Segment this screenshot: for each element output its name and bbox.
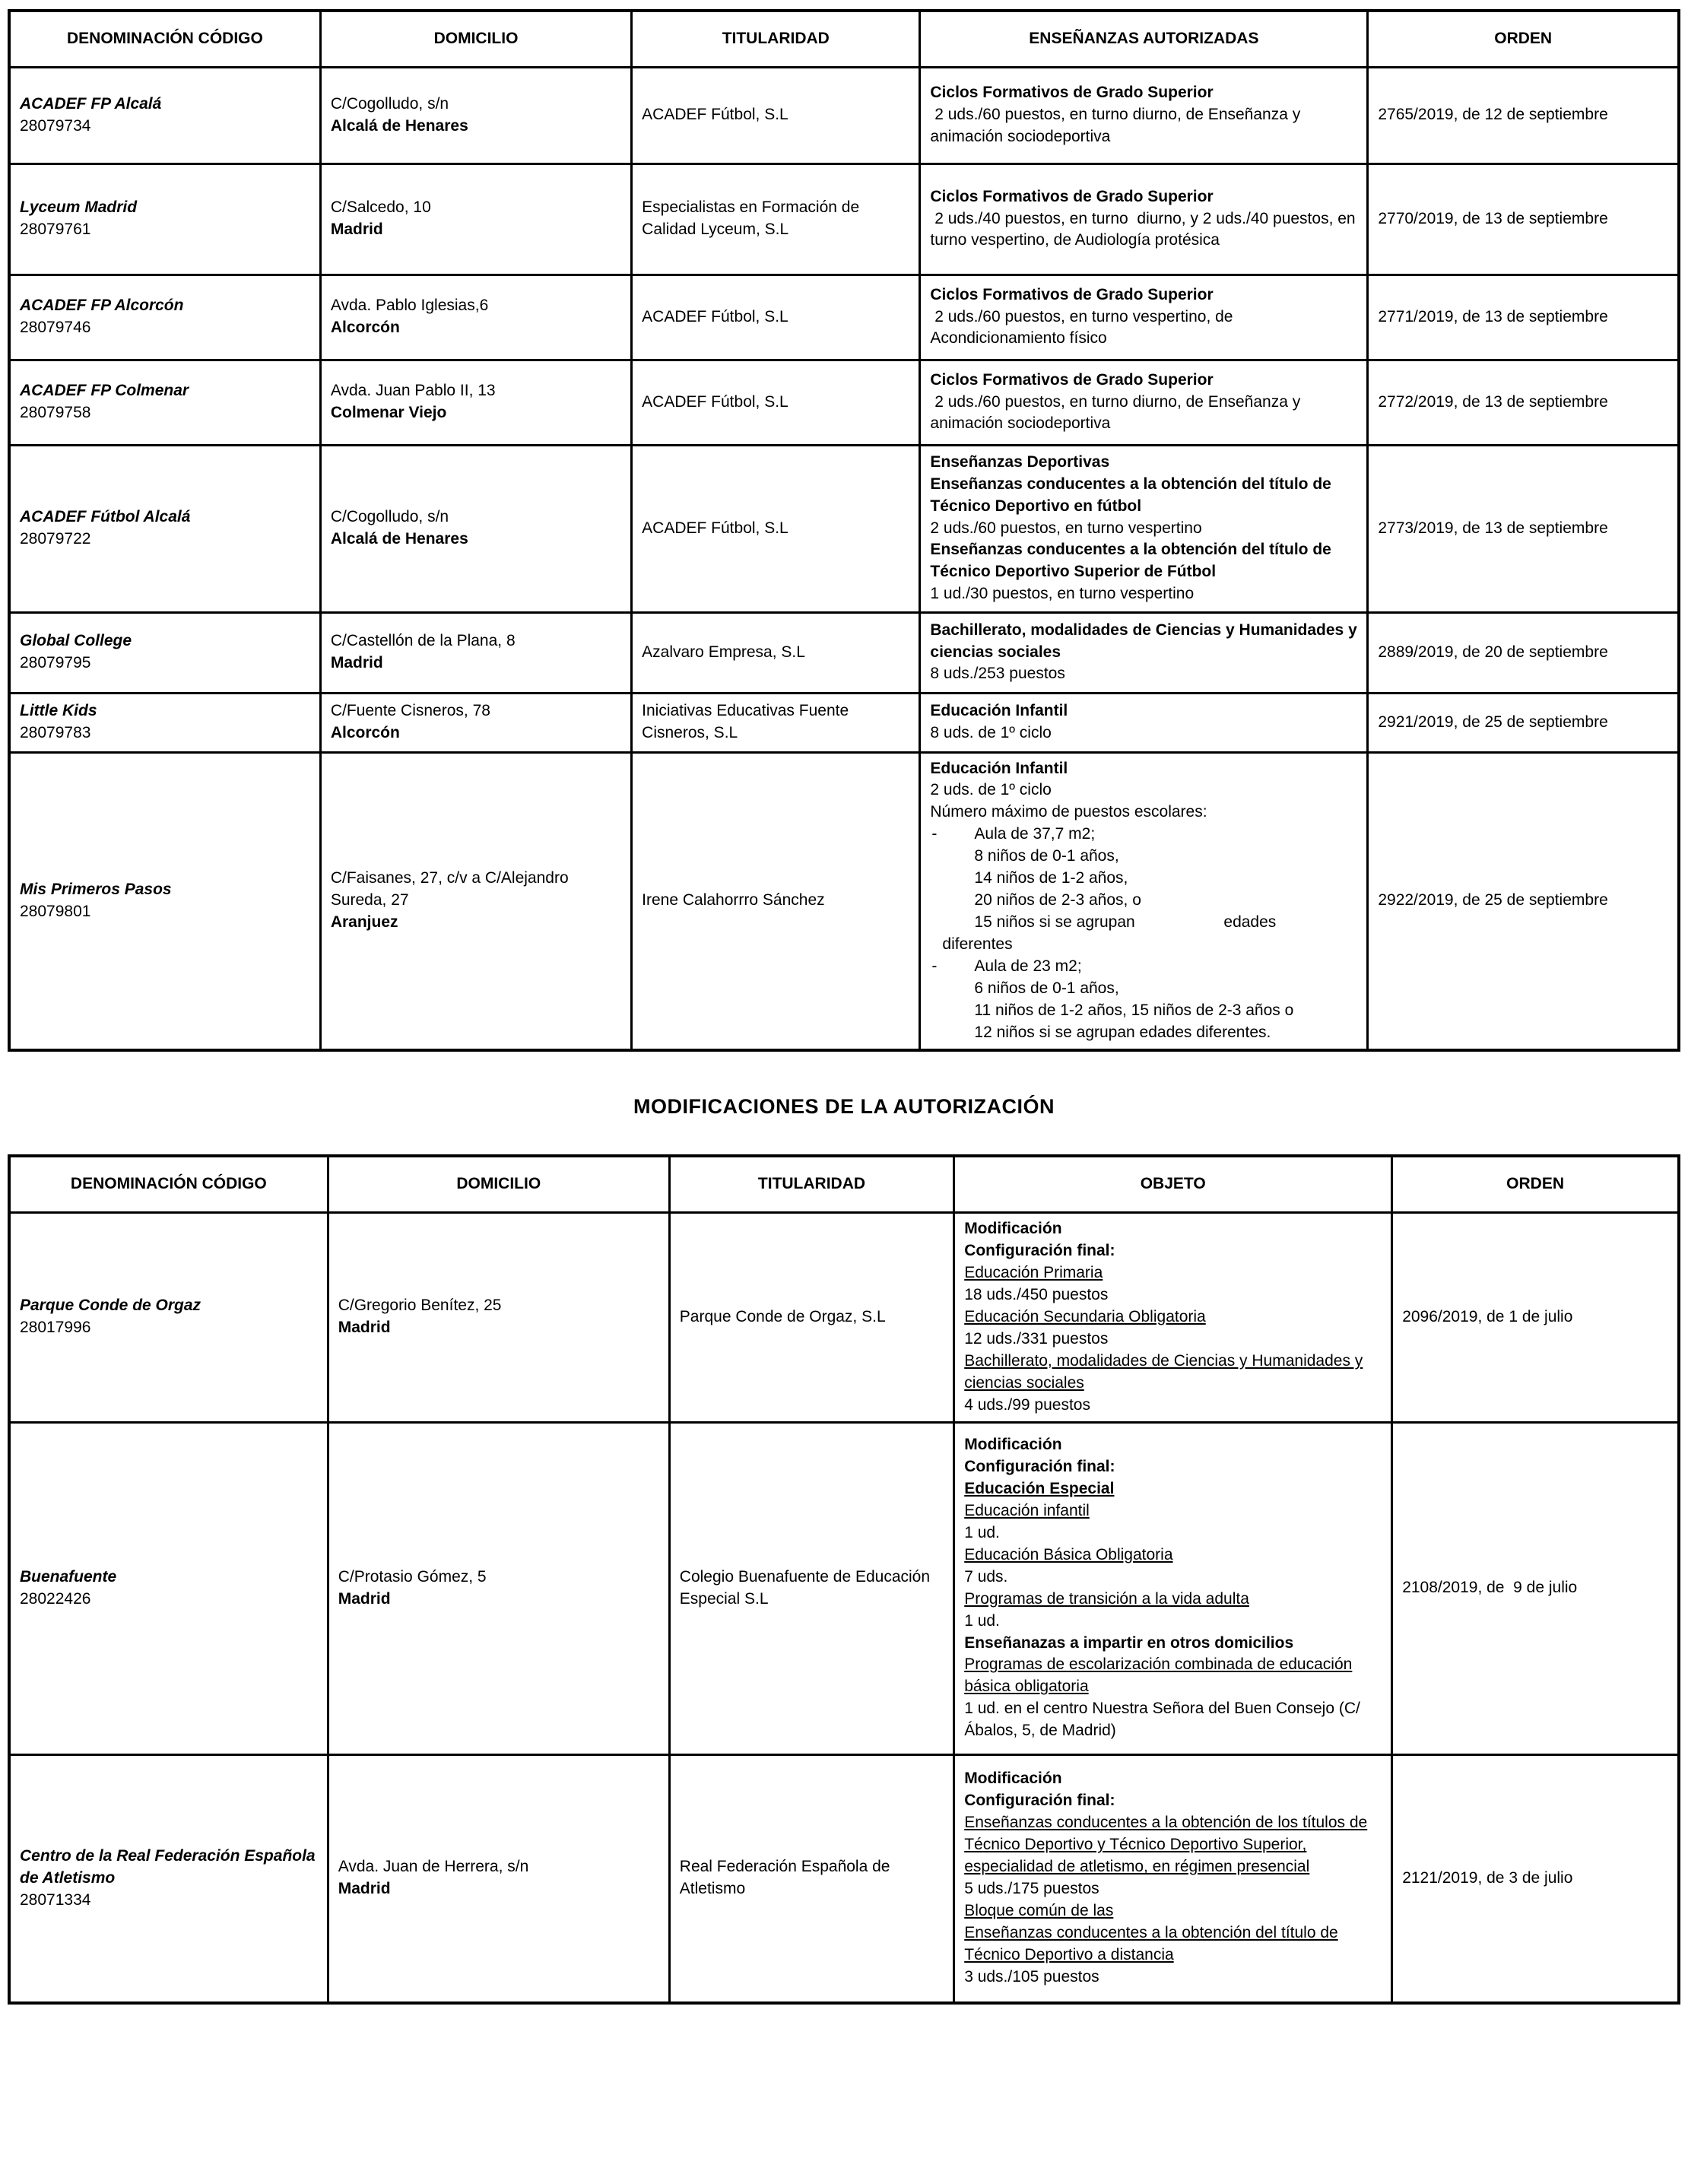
domicilio-cell	[320, 275, 631, 360]
center-name: Mis Primeros Pasos	[20, 880, 172, 898]
text-span: Educación infantil	[964, 1501, 1090, 1519]
table-row	[9, 445, 1679, 612]
center-name: ACADEF FP Alcorcón	[20, 297, 184, 315]
titularidad-cell	[632, 275, 920, 360]
orden-cell	[1368, 275, 1679, 360]
text-line	[964, 1878, 1382, 1900]
text-span: 20 niños de 2-3 años, o	[974, 891, 1141, 909]
column-header: DOMICILIO	[328, 1156, 669, 1212]
text-span: 2 uds./40 puestos, en turno diurno, y 2 uds./40 puestos, en turno vespertino, de Audiología protésica	[930, 209, 1356, 249]
center-name: Lyceum Madrid	[20, 198, 138, 217]
municipality: Madrid	[338, 1319, 391, 1337]
text-line	[930, 978, 1357, 1000]
table-row	[9, 1212, 1679, 1422]
objeto-cell	[954, 1422, 1392, 1754]
titularidad-cell	[632, 360, 920, 445]
table-row	[9, 163, 1679, 275]
text-span: 2 uds./60 puestos, en turno diurno, de Enseñanza y animación sociodeportiva	[930, 392, 1301, 433]
text-line	[930, 186, 1357, 208]
header-row	[9, 11, 1679, 67]
text-span: 8 uds./253 puestos	[930, 665, 1065, 683]
municipality: Alcorcón	[330, 319, 400, 336]
titularidad-cell	[632, 445, 920, 612]
owner-name: Iniciativas Educativas Fuente Cisneros, S.L	[642, 702, 849, 741]
table-row	[9, 275, 1679, 360]
titularidad-cell	[632, 67, 920, 163]
domicilio-cell	[320, 612, 631, 693]
text-line	[964, 1633, 1382, 1655]
table-row	[9, 1754, 1679, 2003]
text-span: Educación Secundaria Obligatoria	[964, 1307, 1206, 1325]
text-line	[964, 1395, 1382, 1417]
text-line	[964, 1218, 1382, 1240]
orden-cell	[1368, 612, 1679, 693]
orden-cell	[1368, 67, 1679, 163]
objeto-cell	[954, 1212, 1392, 1422]
text-line	[964, 1456, 1382, 1478]
center-code: 28079734	[20, 116, 91, 135]
text-line	[930, 474, 1357, 518]
orden-cell	[1368, 360, 1679, 445]
ensenanzas-cell	[920, 445, 1368, 612]
street-address: C/Cogolludo, s/n	[330, 508, 449, 526]
text-line	[964, 1262, 1382, 1284]
text-span: 14 niños de 1-2 años,	[974, 869, 1128, 887]
order-reference: 2121/2019, de 3 de julio	[1402, 1868, 1573, 1887]
table-row	[9, 612, 1679, 693]
text-line	[930, 700, 1357, 722]
text-line	[930, 452, 1357, 474]
orden-cell	[1392, 1422, 1679, 1754]
text-span: Ciclos Formativos de Grado Superior	[930, 187, 1214, 205]
text-line	[964, 1812, 1382, 1878]
center-name: ACADEF Fútbol Alcalá	[20, 508, 191, 526]
center-code: 28071334	[20, 1890, 91, 1909]
column-header: TITULARIDAD	[632, 11, 920, 67]
center-code: 28079795	[20, 654, 91, 671]
list-dash: -	[931, 957, 938, 976]
text-line	[930, 104, 1357, 148]
titularidad-cell	[632, 163, 920, 275]
text-line	[930, 208, 1357, 252]
denominacion-cell	[9, 67, 320, 163]
text-span: Modificación	[964, 1435, 1062, 1453]
text-line	[964, 1900, 1382, 1922]
denominacion-cell	[9, 163, 320, 275]
section-title: MODIFICACIONES DE LA AUTORIZACIÓN	[633, 1095, 1055, 1119]
street-address: C/Salcedo, 10	[330, 198, 431, 217]
order-reference: 2921/2019, de 25 de septiembre	[1378, 713, 1608, 731]
center-name: Global College	[20, 632, 132, 650]
text-span: 1 ud. en el centro Nuestra Señora del Buen Consejo (C/Ábalos, 5, de Madrid)	[964, 1700, 1360, 1740]
text-span: 3 uds./105 puestos	[964, 1968, 1099, 1986]
text-span: 5 uds./175 puestos	[964, 1880, 1099, 1898]
center-name: ACADEF FP Alcalá	[20, 94, 162, 113]
text-span: Enseñanzas conducentes a la obtención del título de Técnico Deportivo en fútbol	[930, 475, 1331, 515]
text-span: Modificación	[964, 1219, 1062, 1237]
text-line	[964, 1967, 1382, 1989]
titularidad-cell	[632, 612, 920, 693]
column-header: DENOMINACIÓN CÓDIGO	[9, 1156, 328, 1212]
denominacion-cell	[9, 693, 320, 752]
text-line	[930, 518, 1357, 540]
owner-name: Azalvaro Empresa, S.L	[642, 643, 805, 661]
order-reference: 2765/2019, de 12 de septiembre	[1378, 106, 1608, 124]
owner-name: ACADEF Fútbol, S.L	[642, 106, 788, 124]
text-span: Bachillerato, modalidades de Ciencias y Humanidades y ciencias sociales	[930, 621, 1357, 661]
text-span: 2 uds./60 puestos, en turno vespertino	[930, 519, 1202, 537]
text-span: Enseñanzas conducentes a la obtención del título de Técnico Deportivo Superior de Fútbol	[930, 541, 1331, 581]
municipality: Alcorcón	[330, 724, 400, 741]
text-line	[930, 802, 1357, 824]
text-span: 8 uds. de 1º ciclo	[930, 724, 1052, 741]
text-line	[930, 620, 1357, 664]
owner-name: Irene Calahorrro Sánchez	[642, 891, 825, 909]
text-span: Educación Básica Obligatoria	[964, 1545, 1173, 1563]
titularidad-cell	[669, 1212, 953, 1422]
order-reference: 2770/2019, de 13 de septiembre	[1378, 209, 1608, 227]
center-code: 28079758	[20, 404, 91, 421]
text-span: Aula de 23 m2;	[974, 957, 1082, 976]
list-dash: -	[931, 825, 938, 843]
denominacion-cell	[9, 360, 320, 445]
text-line	[964, 1589, 1382, 1611]
owner-name: ACADEF Fútbol, S.L	[642, 307, 788, 325]
text-line	[964, 1351, 1382, 1395]
center-code: 28017996	[20, 1319, 91, 1337]
order-reference: 2889/2019, de 20 de septiembre	[1378, 643, 1608, 661]
titularidad-cell	[669, 1422, 953, 1754]
text-span: Programas de escolarización combinada de educación básica obligatoria	[964, 1655, 1353, 1696]
text-span: Educación Primaria	[964, 1263, 1103, 1281]
text-span: 11 niños de 1-2 años, 15 niños de 2-3 años o	[974, 1002, 1294, 1020]
order-reference: 2772/2019, de 13 de septiembre	[1378, 392, 1608, 411]
text-span: 18 uds./450 puestos	[964, 1285, 1109, 1303]
text-span: Enseñanzas conducentes a la obtención del título de Técnico Deportivo a distancia	[964, 1924, 1338, 1964]
text-span: 1 ud./30 puestos, en turno vespertino	[930, 585, 1195, 603]
table-row	[9, 693, 1679, 752]
text-span: 2 uds./60 puestos, en turno diurno, de Enseñanza y animación sociodeportiva	[930, 106, 1301, 145]
orden-cell	[1368, 693, 1679, 752]
column-header: ORDEN	[1392, 1156, 1679, 1212]
text-span: Aula de 37,7 m2;	[974, 825, 1096, 843]
column-header: DENOMINACIÓN CÓDIGO	[9, 11, 320, 67]
order-reference: 2773/2019, de 13 de septiembre	[1378, 519, 1608, 537]
ensenanzas-cell	[920, 67, 1368, 163]
text-span: 15 niños si se agrupan edades	[974, 913, 1277, 932]
order-reference: 2108/2019, de 9 de julio	[1402, 1579, 1578, 1597]
street-address: C/Castellón de la Plana, 8	[330, 632, 516, 650]
table-row	[9, 1422, 1679, 1754]
text-span: 1 ud.	[964, 1611, 1000, 1630]
text-span: 12 uds./331 puestos	[964, 1329, 1109, 1348]
text-line	[964, 1768, 1382, 1790]
domicilio-cell	[320, 693, 631, 752]
text-line	[964, 1922, 1382, 1967]
text-line	[930, 846, 1357, 868]
text-line	[930, 82, 1357, 104]
objeto-cell	[954, 1754, 1392, 2003]
denominacion-cell	[9, 275, 320, 360]
text-span: Educación Especial	[964, 1479, 1115, 1497]
text-span: 7 uds.	[964, 1567, 1008, 1586]
column-header: ENSEÑANZAS AUTORIZADAS	[920, 11, 1368, 67]
autorizaciones-table-section	[8, 9, 1680, 1052]
center-code: 28079783	[20, 724, 91, 741]
text-span: 6 niños de 0-1 años,	[974, 979, 1119, 998]
text-span: Enseñanazas a impartir en otros domicilios	[964, 1633, 1294, 1652]
column-header: ORDEN	[1368, 11, 1679, 67]
domicilio-cell	[320, 163, 631, 275]
denominacion-cell	[9, 752, 320, 1050]
text-span: 2 uds. de 1º ciclo	[930, 781, 1052, 799]
municipality: Madrid	[330, 221, 383, 238]
center-name: Parque Conde de Orgaz	[20, 1297, 201, 1315]
domicilio-cell	[320, 360, 631, 445]
text-span: Configuración final:	[964, 1457, 1115, 1475]
domicilio-cell	[320, 752, 631, 1050]
owner-name: Especialistas en Formación de Calidad Lyceum, S.L	[642, 198, 860, 238]
text-line	[930, 824, 1357, 846]
orden-cell	[1368, 445, 1679, 612]
domicilio-cell	[328, 1212, 669, 1422]
autorizaciones-table	[8, 9, 1680, 1052]
center-code: 28079801	[20, 902, 91, 920]
text-line	[930, 912, 1357, 934]
text-line	[964, 1522, 1382, 1544]
text-line	[964, 1790, 1382, 1812]
text-span: Ciclos Formativos de Grado Superior	[930, 84, 1214, 102]
municipality: Colmenar Viejo	[330, 404, 447, 421]
text-line	[930, 722, 1357, 744]
text-line	[930, 1022, 1357, 1044]
text-span: 12 niños si se agrupan edades diferentes.	[974, 1024, 1271, 1042]
modificaciones-table	[8, 1154, 1680, 2005]
street-address: C/Cogolludo, s/n	[330, 94, 449, 113]
text-span: Programas de transición a la vida adulta	[964, 1589, 1249, 1608]
order-reference: 2922/2019, de 25 de septiembre	[1378, 891, 1608, 909]
text-line	[964, 1328, 1382, 1351]
text-span: 2 uds./60 puestos, en turno vespertino, de Acondicionamiento físico	[930, 307, 1233, 348]
text-line	[964, 1434, 1382, 1456]
ensenanzas-cell	[920, 752, 1368, 1050]
street-address: C/Faisanes, 27, c/v a C/Alejandro Sureda, 27	[330, 869, 569, 909]
street-address: C/Fuente Cisneros, 78	[330, 702, 490, 720]
municipality: Madrid	[338, 1589, 391, 1608]
text-line	[930, 392, 1357, 436]
owner-name: Real Federación Española de Atletismo	[679, 1858, 890, 1898]
municipality: Alcalá de Henares	[330, 116, 468, 135]
text-span: Configuración final:	[964, 1792, 1115, 1810]
header-row	[9, 1156, 1679, 1212]
ensenanzas-cell	[920, 275, 1368, 360]
street-address: C/Gregorio Benítez, 25	[338, 1297, 502, 1315]
street-address: C/Protasio Gómez, 5	[338, 1567, 487, 1586]
text-span: Bachillerato, modalidades de Ciencias y Humanidades y ciencias sociales	[964, 1351, 1363, 1392]
text-line	[964, 1284, 1382, 1306]
text-line	[964, 1698, 1382, 1742]
ensenanzas-cell	[920, 163, 1368, 275]
text-line	[964, 1500, 1382, 1522]
text-line	[964, 1567, 1382, 1589]
orden-cell	[1368, 752, 1679, 1050]
text-span: 4 uds./99 puestos	[964, 1395, 1090, 1414]
denominacion-cell	[9, 1212, 328, 1422]
orden-cell	[1368, 163, 1679, 275]
column-header: DOMICILIO	[320, 11, 631, 67]
center-name: ACADEF FP Colmenar	[20, 382, 189, 400]
municipality: Madrid	[338, 1880, 391, 1898]
text-line	[930, 284, 1357, 306]
center-code: 28079761	[20, 221, 91, 238]
center-name: Little Kids	[20, 702, 97, 720]
table-row	[9, 360, 1679, 445]
denominacion-cell	[9, 1754, 328, 2003]
denominacion-cell	[9, 612, 320, 693]
text-span: Educación Infantil	[930, 702, 1068, 720]
text-line	[964, 1240, 1382, 1262]
text-span: Educación Infantil	[930, 759, 1068, 777]
text-span: Configuración final:	[964, 1241, 1115, 1259]
owner-name: Colegio Buenafuente de Educación Especial S.L	[679, 1567, 931, 1608]
municipality: Madrid	[330, 654, 383, 671]
domicilio-cell	[328, 1422, 669, 1754]
owner-name: Parque Conde de Orgaz, S.L	[679, 1307, 886, 1325]
text-line	[930, 583, 1357, 605]
orden-cell	[1392, 1754, 1679, 2003]
text-span: Ciclos Formativos de Grado Superior	[930, 370, 1214, 389]
text-span: diferentes	[942, 935, 1013, 954]
domicilio-cell	[320, 445, 631, 612]
text-line	[964, 1544, 1382, 1567]
text-span: Ciclos Formativos de Grado Superior	[930, 285, 1214, 303]
center-name: Centro de la Real Federación Española de Atletismo	[20, 1846, 316, 1887]
domicilio-cell	[328, 1754, 669, 2003]
text-line	[930, 934, 1357, 956]
text-span: 1 ud.	[964, 1523, 1000, 1541]
text-span: Enseñanzas Deportivas	[930, 452, 1110, 471]
text-span: Modificación	[964, 1770, 1062, 1788]
ensenanzas-cell	[920, 693, 1368, 752]
text-line	[930, 1000, 1357, 1022]
municipality: Alcalá de Henares	[330, 530, 468, 548]
street-address: Avda. Juan de Herrera, s/n	[338, 1858, 529, 1876]
order-reference: 2771/2019, de 13 de septiembre	[1378, 307, 1608, 325]
text-line	[930, 370, 1357, 392]
column-header: TITULARIDAD	[669, 1156, 953, 1212]
titularidad-cell	[632, 752, 920, 1050]
street-address: Avda. Pablo Iglesias,6	[330, 297, 489, 315]
domicilio-cell	[320, 67, 631, 163]
text-line	[964, 1306, 1382, 1328]
street-address: Avda. Juan Pablo II, 13	[330, 382, 496, 400]
text-span: Número máximo de puestos escolares:	[930, 803, 1207, 821]
text-line	[930, 956, 1357, 978]
center-code: 28079746	[20, 319, 91, 336]
center-code: 28022426	[20, 1589, 91, 1608]
center-code: 28079722	[20, 530, 91, 548]
order-reference: 2096/2019, de 1 de julio	[1402, 1307, 1573, 1325]
text-line	[930, 663, 1357, 685]
text-line	[930, 306, 1357, 351]
table-row	[9, 752, 1679, 1050]
text-line	[930, 890, 1357, 912]
text-line	[964, 1611, 1382, 1633]
text-line	[930, 779, 1357, 802]
owner-name: ACADEF Fútbol, S.L	[642, 519, 788, 537]
text-line	[930, 539, 1357, 583]
center-name: Buenafuente	[20, 1567, 117, 1586]
column-header: OBJETO	[954, 1156, 1392, 1212]
ensenanzas-cell	[920, 360, 1368, 445]
municipality: Aranjuez	[330, 913, 398, 932]
text-span: Bloque común de las	[964, 1902, 1114, 1920]
orden-cell	[1392, 1212, 1679, 1422]
titularidad-cell	[669, 1754, 953, 2003]
text-span: Enseñanzas conducentes a la obtención de los títulos de Técnico Deportivo y Técnico Deportivo Superior, especialidad de atletismo, en régimen presencial	[964, 1814, 1368, 1876]
ensenanzas-cell	[920, 612, 1368, 693]
titularidad-cell	[632, 693, 920, 752]
text-line	[964, 1478, 1382, 1500]
modificaciones-table-section	[8, 1154, 1680, 2005]
owner-name: ACADEF Fútbol, S.L	[642, 392, 788, 411]
denominacion-cell	[9, 445, 320, 612]
text-line	[930, 868, 1357, 890]
text-line	[930, 758, 1357, 780]
text-line	[964, 1654, 1382, 1698]
table-row	[9, 67, 1679, 163]
text-span: 8 niños de 0-1 años,	[974, 847, 1119, 865]
denominacion-cell	[9, 1422, 328, 1754]
